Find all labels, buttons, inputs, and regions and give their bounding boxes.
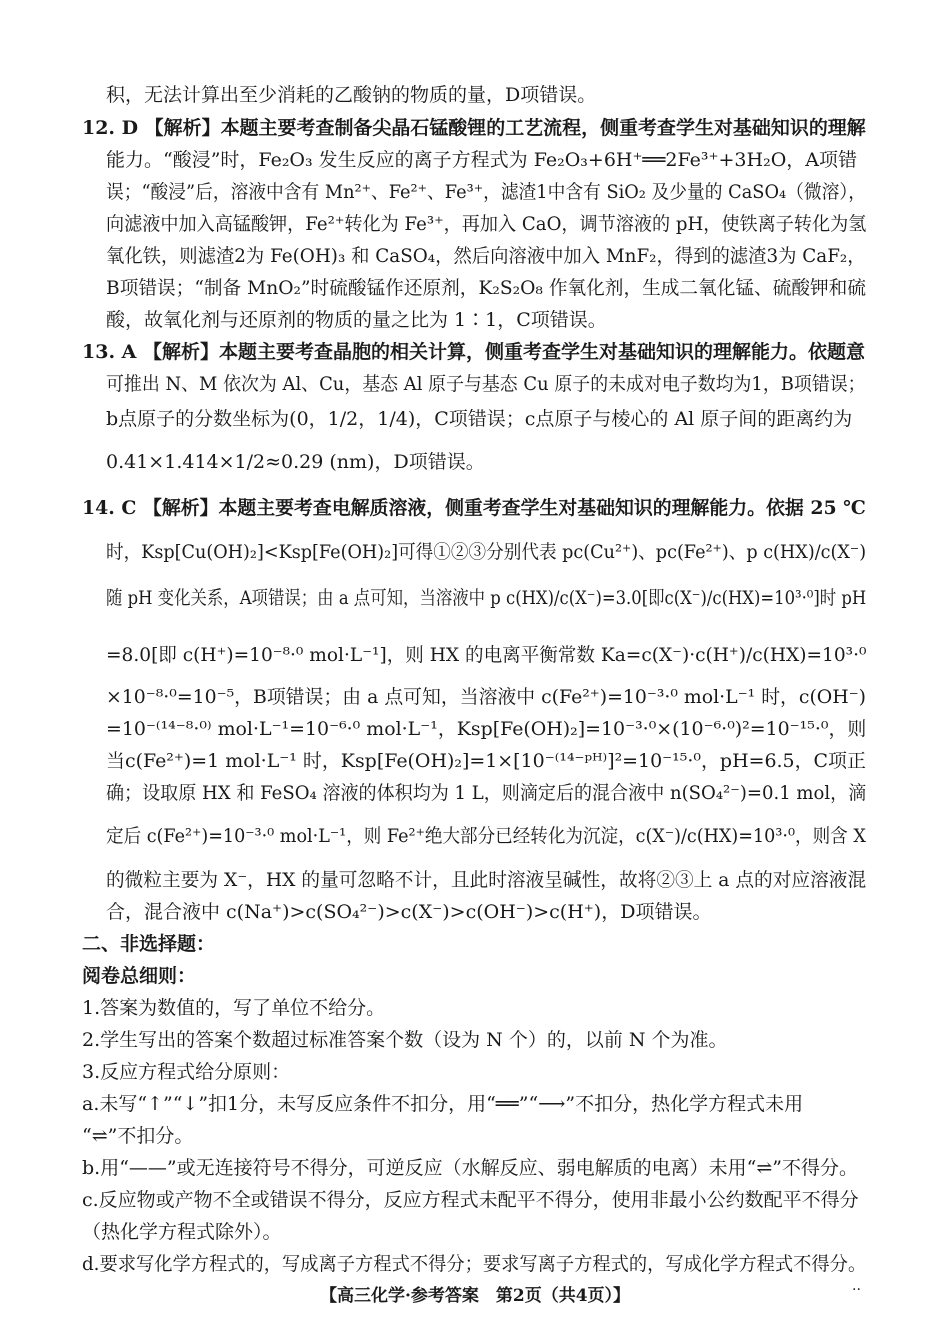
text-line: 二、非选择题： [82,933,216,955]
text-line: 氧化铁，则滤渣2为 Fe(OH)₃ 和 CaSO₄，然后向溶液中加入 MnF₂，得到的滤渣3为 CaF₂， [106,245,866,267]
text-line: d.要求写化学方程式的，写成离子方程式不得分；要求写离子方程式的，写成化学方程式不得分。 [82,1253,867,1275]
text-line: 当c(Fe²⁺)=1 mol·L⁻¹ 时，Ksp[Fe(OH)₂]=1×[10⁻⁽¹⁴⁻ᵖᴴ⁾]²=10⁻¹⁵·⁰，pH=6.5，C项正 [106,750,866,772]
text-line: =10⁻⁽¹⁴⁻⁸·⁰⁾ mol·L⁻¹=10⁻⁶·⁰ mol·L⁻¹，Ksp[Fe(OH)₂]=10⁻³·⁰×(10⁻⁶·⁰)²=10⁻¹⁵·⁰，则 [106,718,867,740]
text-line: 0.41×1.414×1/2≈0.29 (nm)，D项错误。 [106,451,485,473]
text-line: ×10⁻⁸·⁰=10⁻⁵，B项错误；由 a 点可知，当溶液中 c(Fe²⁺)=10⁻³·⁰ mol·L⁻¹ 时，c(OH⁻) [106,686,867,708]
text-line: 向滤液中加入高锰酸钾，Fe²⁺转化为 Fe³⁺，再加入 CaO，调节溶液的 pH，使铁离子转化为氢 [106,213,867,235]
text-line: 积，无法计算出至少消耗的乙酸钠的物质的量，D项错误。 [106,84,597,106]
text-line: 12. D 【解析】本题主要考查制备尖晶石锰酸锂的工艺流程，侧重考查学生对基础知识的理解 [82,117,866,139]
text-line: 时，Ksp[Cu(OH)₂]<Ksp[Fe(OH)₂]可得①②③分别代表 pc(Cu²⁺)、pc(Fe²⁺)、p c(HX)/c(X⁻) [106,541,867,563]
text-line: 定后 c(Fe²⁺)=10⁻³·⁰ mol·L⁻¹，则 Fe²⁺绝大部分已经转化为沉淀，c(X⁻)/c(HX)=10³·⁰，则含 X [106,825,866,847]
text-line: b点原子的分数坐标为(0，1/2，1/4)，C项错误；c点原子与棱心的 Al 原子间的距离约为 [106,408,853,430]
text-line: 13. A 【解析】本题主要考查晶胞的相关计算，侧重考查学生对基础知识的理解能力。依题意 [82,341,866,363]
text-line: b.用“——”或无连接符号不得分，可逆反应（水解反应、弱电解质的电离）未用“⇌”不得分。 [82,1157,858,1179]
text-line: 合，混合液中 c(Na⁺)>c(SO₄²⁻)>c(X⁻)>c(OH⁻)>c(H⁺)，D项错误。 [106,901,712,923]
text-line: 确；设取原 HX 和 FeSO₄ 溶液的体积均为 1 L，则滴定后的混合液中 n(SO₄²⁻)=0.1 mol，滴 [106,782,867,804]
text-line: c.反应物或产物不全或错误不得分，反应方程式未配平不得分，使用非最小公约数配平不得分 [82,1189,859,1211]
page-footer: 【高三化学·参考答案 第2页（共4页）】 [319,1286,631,1306]
text-line: 2.学生写出的答案个数超过标准答案个数（设为 N 个）的，以前 N 个为准。 [82,1029,728,1051]
text-line: =8.0[即 c(H⁺)=10⁻⁸·⁰ mol·L⁻¹]，则 HX 的电离平衡常数 Ka=c(X⁻)·c(H⁺)/c(HX)=10³·⁰ [106,644,867,666]
text-line: 误；“酸浸”后，溶液中含有 Mn²⁺、Fe²⁺、Fe³⁺，滤渣1中含有 SiO₂ 及少量的 CaSO₄（微溶）， [106,181,866,203]
text-line: B项错误；“制备 MnO₂”时硫酸锰作还原剂，K₂S₂O₈ 作氧化剂，生成二氧化锰、硫酸钾和硫 [106,277,866,299]
text-line: 1.答案为数值的，写了单位不给分。 [82,997,386,1019]
text-line: 酸，故氧化剂与还原剂的物质的量之比为 1∶1，C项错误。 [106,309,607,331]
text-line: 随 pH 变化关系，A项错误；由 a 点可知，当溶液中 p c(HX)/c(X⁻)=3.0[即c(X⁻)/c(HX)=10³·⁰]时 pH [106,587,867,609]
text-line: 14. C 【解析】本题主要考查电解质溶液，侧重考查学生对基础知识的理解能力。依据 25 ℃ [82,497,866,519]
text-line: 的微粒主要为 X⁻，HX 的量可忽略不计，且此时溶液呈碱性，故将②③上 a 点的对应溶液混 [106,869,867,891]
text-line: “⇌”不扣分。 [82,1125,194,1147]
text-line: a.未写“↑”“↓”扣1分，未写反应条件不扣分，用“══”“⟶”不扣分，热化学方程式未用 [82,1093,804,1115]
text-line: 能力。“酸浸”时，Fe₂O₃ 发生反应的离子方程式为 Fe₂O₃+6H⁺══2Fe³⁺+3H₂O，A项错 [106,149,858,171]
text-line: （热化学方程式除外）。 [82,1221,282,1243]
text-line: 阅卷总细则： [82,965,197,987]
text-line: 3.反应方程式给分原则： [82,1061,291,1083]
corner-mark: .. [852,1278,861,1294]
text-line: 可推出 N、M 依次为 Al、Cu，基态 Al 原子与基态 Cu 原子的未成对电子数均为1，B项错误； [106,373,866,395]
